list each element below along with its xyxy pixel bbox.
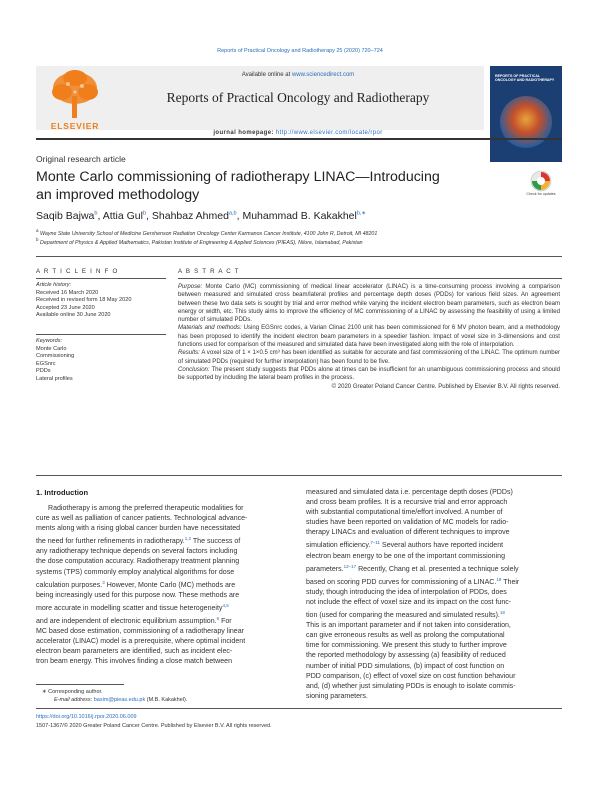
abstract-heading: A B S T R A C T <box>178 268 240 275</box>
text-line: tron beam energy. This involves finding a close match between <box>36 658 232 666</box>
results-label: Results: <box>178 350 200 357</box>
author-affil-sup[interactable]: b,∗ <box>356 210 367 217</box>
text-line: number of initial PDD simulations, (b) impact of cost function on <box>306 662 505 670</box>
affiliation-sup: a <box>36 228 39 233</box>
citation-ref[interactable]: 4,5 <box>222 602 229 608</box>
homepage-prefix: journal homepage: <box>213 130 274 136</box>
author-name[interactable]: Attia Gul <box>102 210 143 222</box>
purpose-label: Purpose: <box>178 284 203 290</box>
text-line <box>36 578 286 591</box>
text-line: not include the effect of voxel size and its impact on the cost func- <box>306 598 512 606</box>
text-line: and cross beam profiles. It is a recursive trial and error approach <box>306 499 508 507</box>
text-span: based on scoring PDD curves for commissioning of a LINAC. <box>306 578 497 586</box>
email-footnote <box>54 697 187 703</box>
history-heading: Article history: <box>36 282 72 288</box>
title-line-1: Monte Carlo commissioning of radiotherapy LINAC—Introducing <box>36 169 440 185</box>
journal-citation[interactable]: Reports of Practical Oncology and Radiotherapy 25 (2020) 720–724 <box>217 48 383 54</box>
purpose-text: Monte Carlo (MC) commissioning of medical linear accelerator (LINAC) is a time-consuming process involving a comparison between measured and simulated cross beam/lateral profiles and percentage depth doses (PDDs) for various field sizes. An agreement between these two data sets is sought by trial and error method while varying the incident electron beam parameters, such as electron beam energy or width, etc. This study aims to improve the efficiency of MC commissioning of a LINAC by assessing the feasibility of using a limited number of simulated PDDs. <box>178 284 560 324</box>
text-span: calculation purposes. <box>36 581 103 589</box>
divider <box>178 278 562 279</box>
conclusion-text: The present study suggests that PDDs alone at times can be insufficient for an unambiguous commissioning process and should be supported by including the lateral beam profiles in the process. <box>178 366 560 382</box>
text-line: studies have been reported on validation of MC models for radio- <box>306 519 509 527</box>
history-item: Received in revised form 18 May 2020 <box>36 297 132 303</box>
citation-ref[interactable]: 18 <box>499 610 505 616</box>
abstract-conclusion <box>178 366 560 383</box>
text-line: being increasingly used for this purpose now. These methods are <box>36 591 240 599</box>
affiliation-text: Wayne State University School of Medicine Gershenson Radiation Oncology Center Karmanos Cancer Institute, 4100 John R, Detroit, MI 48201 <box>40 230 378 237</box>
keyword: PDDs <box>36 368 51 374</box>
author-affil-sup[interactable]: b <box>94 210 98 217</box>
crossmark-icon <box>526 170 556 192</box>
text-span: parameters. <box>306 565 344 573</box>
elsevier-wordmark: ELSEVIER <box>50 121 100 131</box>
text-line: sioning parameters. <box>306 692 368 700</box>
text-line <box>306 608 556 621</box>
author-affil-sup[interactable]: a,b <box>228 210 237 217</box>
text-span: Several authors have reported incident <box>382 542 504 550</box>
text-line: cure as well as palliation of cancer patients. Technological advance- <box>36 515 248 523</box>
divider <box>36 334 166 335</box>
citation-ref[interactable]: 1,2 <box>184 536 191 542</box>
available-prefix: Available online at <box>241 72 291 78</box>
citation-ref[interactable]: 12–17 <box>343 563 357 569</box>
keyword: Lateral profiles <box>36 375 73 382</box>
text-line: the reported methodology by assessing (a) feasibility of reduced <box>306 652 506 660</box>
text-span: For <box>221 617 232 625</box>
text-line: any radiotherapy technique depends on several factors including <box>36 548 238 556</box>
text-line: accelerator (LINAC) model is a prerequisite, where optimal incident <box>36 638 246 646</box>
history-item: Available online 30 June 2020 <box>36 312 111 318</box>
crossmark-badge[interactable] <box>526 170 556 204</box>
affiliation-sup: b <box>36 237 39 242</box>
history-item: Accepted 23 June 2020 <box>36 304 95 311</box>
citation-ref[interactable]: 7–11 <box>370 540 381 546</box>
elsevier-tree-logo <box>38 66 112 126</box>
crossmark-label: Check for updates <box>526 192 556 196</box>
text-line: This is an important parameter and if not taken into consideration, <box>306 622 511 630</box>
text-line: can give erroneous results as well as prolong the computational <box>306 632 505 640</box>
citation-ref[interactable]: 3 <box>102 579 105 585</box>
text-line <box>306 575 556 588</box>
text-line: and, (d) whether just simulating PDDs is enough to isolate commis- <box>306 682 516 690</box>
abstract-methods <box>178 324 560 349</box>
article-history <box>36 282 166 320</box>
journal-homepage <box>112 130 484 136</box>
text-line: PDD comparison, (c) effect of voxel size on cost function behaviour <box>306 672 516 680</box>
section-heading-introduction: 1. Introduction <box>36 488 89 497</box>
author-name[interactable]: Shahbaz Ahmed <box>151 210 229 222</box>
affiliation <box>36 228 556 237</box>
text-line: study, though introducing the idea of interpolation of PDDs, does <box>306 588 507 596</box>
text-line: with substantial computational time/effort involved. A number of <box>306 509 503 517</box>
divider <box>36 256 562 257</box>
journal-title[interactable]: Reports of Practical Oncology and Radiotherapy <box>166 90 430 105</box>
text-span: more accurate in modelling scatter and tissue heterogeneity <box>36 604 223 612</box>
available-online <box>112 72 484 78</box>
author-list: Saqib Bajwa$^b$, Attia Gul$^b$, Shahbaz Ahmed$^{a,b}$, Muhammad B. Kakakhel$^{b,∗}$ <box>36 210 367 222</box>
doi-link[interactable]: https://doi.org/10.1016/j.rpor.2020.06.009 <box>36 714 137 720</box>
text-line <box>306 562 556 575</box>
article-type: Original research article <box>36 154 126 164</box>
text-line: systems (TPS) commonly employ analytical algorithms for dose <box>36 568 235 576</box>
text-line: electron beam parameters are identified, such as incident elec- <box>36 648 233 656</box>
text-span: Recently, Chang et al. presented a technique solely <box>358 565 519 573</box>
text-line: measured and simulated data i.e. percentage depth doses (PDDs) <box>306 489 513 496</box>
methods-text: Using EGSnrc codes, a Varian Clinac 2100 unit has been commissioned for 6 MV photon beam, and a methodology has been proposed to identify the incident electron beam parameters in a speedier fashion. Impact of voxel size in 3-dimensions and cost functions used for comparison of the measured and simulated data have been investigated along with the role of interpolation. <box>178 325 560 349</box>
methods-label: Materials and methods: <box>178 325 242 332</box>
intro-column-right <box>306 488 556 702</box>
text-span: Their <box>503 578 520 586</box>
text-line <box>36 534 286 547</box>
footnote-divider <box>36 684 124 685</box>
cover-image <box>500 96 552 148</box>
text-line <box>36 601 286 614</box>
citation-ref[interactable]: 18 <box>496 576 502 582</box>
header-divider <box>36 138 562 140</box>
text-span: simulation efficiency. <box>306 542 371 550</box>
text-line <box>36 614 286 627</box>
article-info-heading: A R T I C L E I N F O <box>36 268 119 275</box>
text-line: therapy LINACs and evaluation of different techniques to improve <box>306 529 510 537</box>
text-line: Radiotherapy is among the preferred therapeutic modalities for <box>48 505 244 512</box>
text-line: ments along with a rising global cancer burden have necessitated <box>36 525 241 533</box>
text-line: time for commissioning. We present this study to further improve <box>306 642 507 650</box>
sciencedirect-link[interactable]: www.sciencedirect.com <box>291 72 355 78</box>
keyword: Monte Carlo <box>36 345 67 352</box>
corresponding-author-note: ∗ Corresponding author. <box>42 689 103 695</box>
intro-column-left <box>36 504 286 667</box>
author-name[interactable]: Muhammad B. Kakakhel <box>242 210 357 222</box>
keywords <box>36 338 166 383</box>
author-name[interactable]: Saqib Bajwa <box>36 210 95 222</box>
divider <box>36 475 562 476</box>
abstract-copyright: © 2020 Greater Poland Cancer Centre. Published by Elsevier B.V. All rights reserved. <box>331 383 560 390</box>
text-span: tion (used for comparing the measured and simulated results). <box>306 612 500 620</box>
article-title <box>36 168 476 204</box>
keyword: EGSnrc <box>36 360 56 367</box>
affiliation <box>36 237 556 246</box>
abstract-purpose <box>178 283 560 324</box>
text-line <box>306 538 556 551</box>
issn-copyright: 1507-1367/© 2020 Greater Poland Cancer Centre. Published by Elsevier B.V. All rights reserved. <box>36 723 272 729</box>
cover-title: REPORTS OF PRACTICAL ONCOLOGY AND RADIOTHERAPY <box>495 74 555 83</box>
keywords-heading: Keywords: <box>36 338 63 344</box>
email-link[interactable]: basim@pieas.edu.pk <box>93 697 146 703</box>
text-line: electron beam energy to be one of the important commissioning <box>306 552 505 560</box>
author-affil-sup[interactable]: b <box>142 210 147 217</box>
divider <box>36 708 562 709</box>
affiliation-text: Department of Physics & Applied Mathematics, Pakistan Institute of Engineering & Applied Sciences (PIEAS), Nilore, Islamabad, Pakistan <box>40 239 363 246</box>
citation-ref[interactable]: 6 <box>216 615 220 621</box>
results-text: A voxel size of 1 × 1×0.5 cm³ has been identified as suitable for accurate and fast commissioning of the LINAC. The optimum number of simulated PDDs (required for further interpolation) has been found to be five. <box>178 350 560 365</box>
keyword: Commissioning <box>36 353 75 359</box>
text-line: the dose computation accuracy. Radiotherapy treatment planning <box>36 558 240 566</box>
text-span: and are independent of electronic equilibrium assumption. <box>36 617 217 625</box>
email-label: E-mail address: <box>54 697 93 703</box>
text-span: The success of <box>192 538 241 546</box>
history-item: Received 16 March 2020 <box>36 289 99 296</box>
email-owner: (M.B. Kakakhel). <box>146 697 188 703</box>
text-line: MC based dose estimation, commissioning of a radiotherapy linear <box>36 628 244 636</box>
abstract-body <box>178 283 560 391</box>
text-span: However, Monte Carlo (MC) methods are <box>106 581 236 589</box>
title-line-2: an improved methodology <box>36 187 200 203</box>
divider <box>36 278 166 279</box>
text-span: the need for further refinements in radiotherapy. <box>36 538 185 546</box>
abstract-results <box>178 349 560 366</box>
journal-cover-thumbnail[interactable] <box>490 66 562 162</box>
conclusion-label: Conclusion: <box>178 366 210 373</box>
homepage-link[interactable]: http://www.elsevier.com/locate/rpor <box>275 130 383 136</box>
